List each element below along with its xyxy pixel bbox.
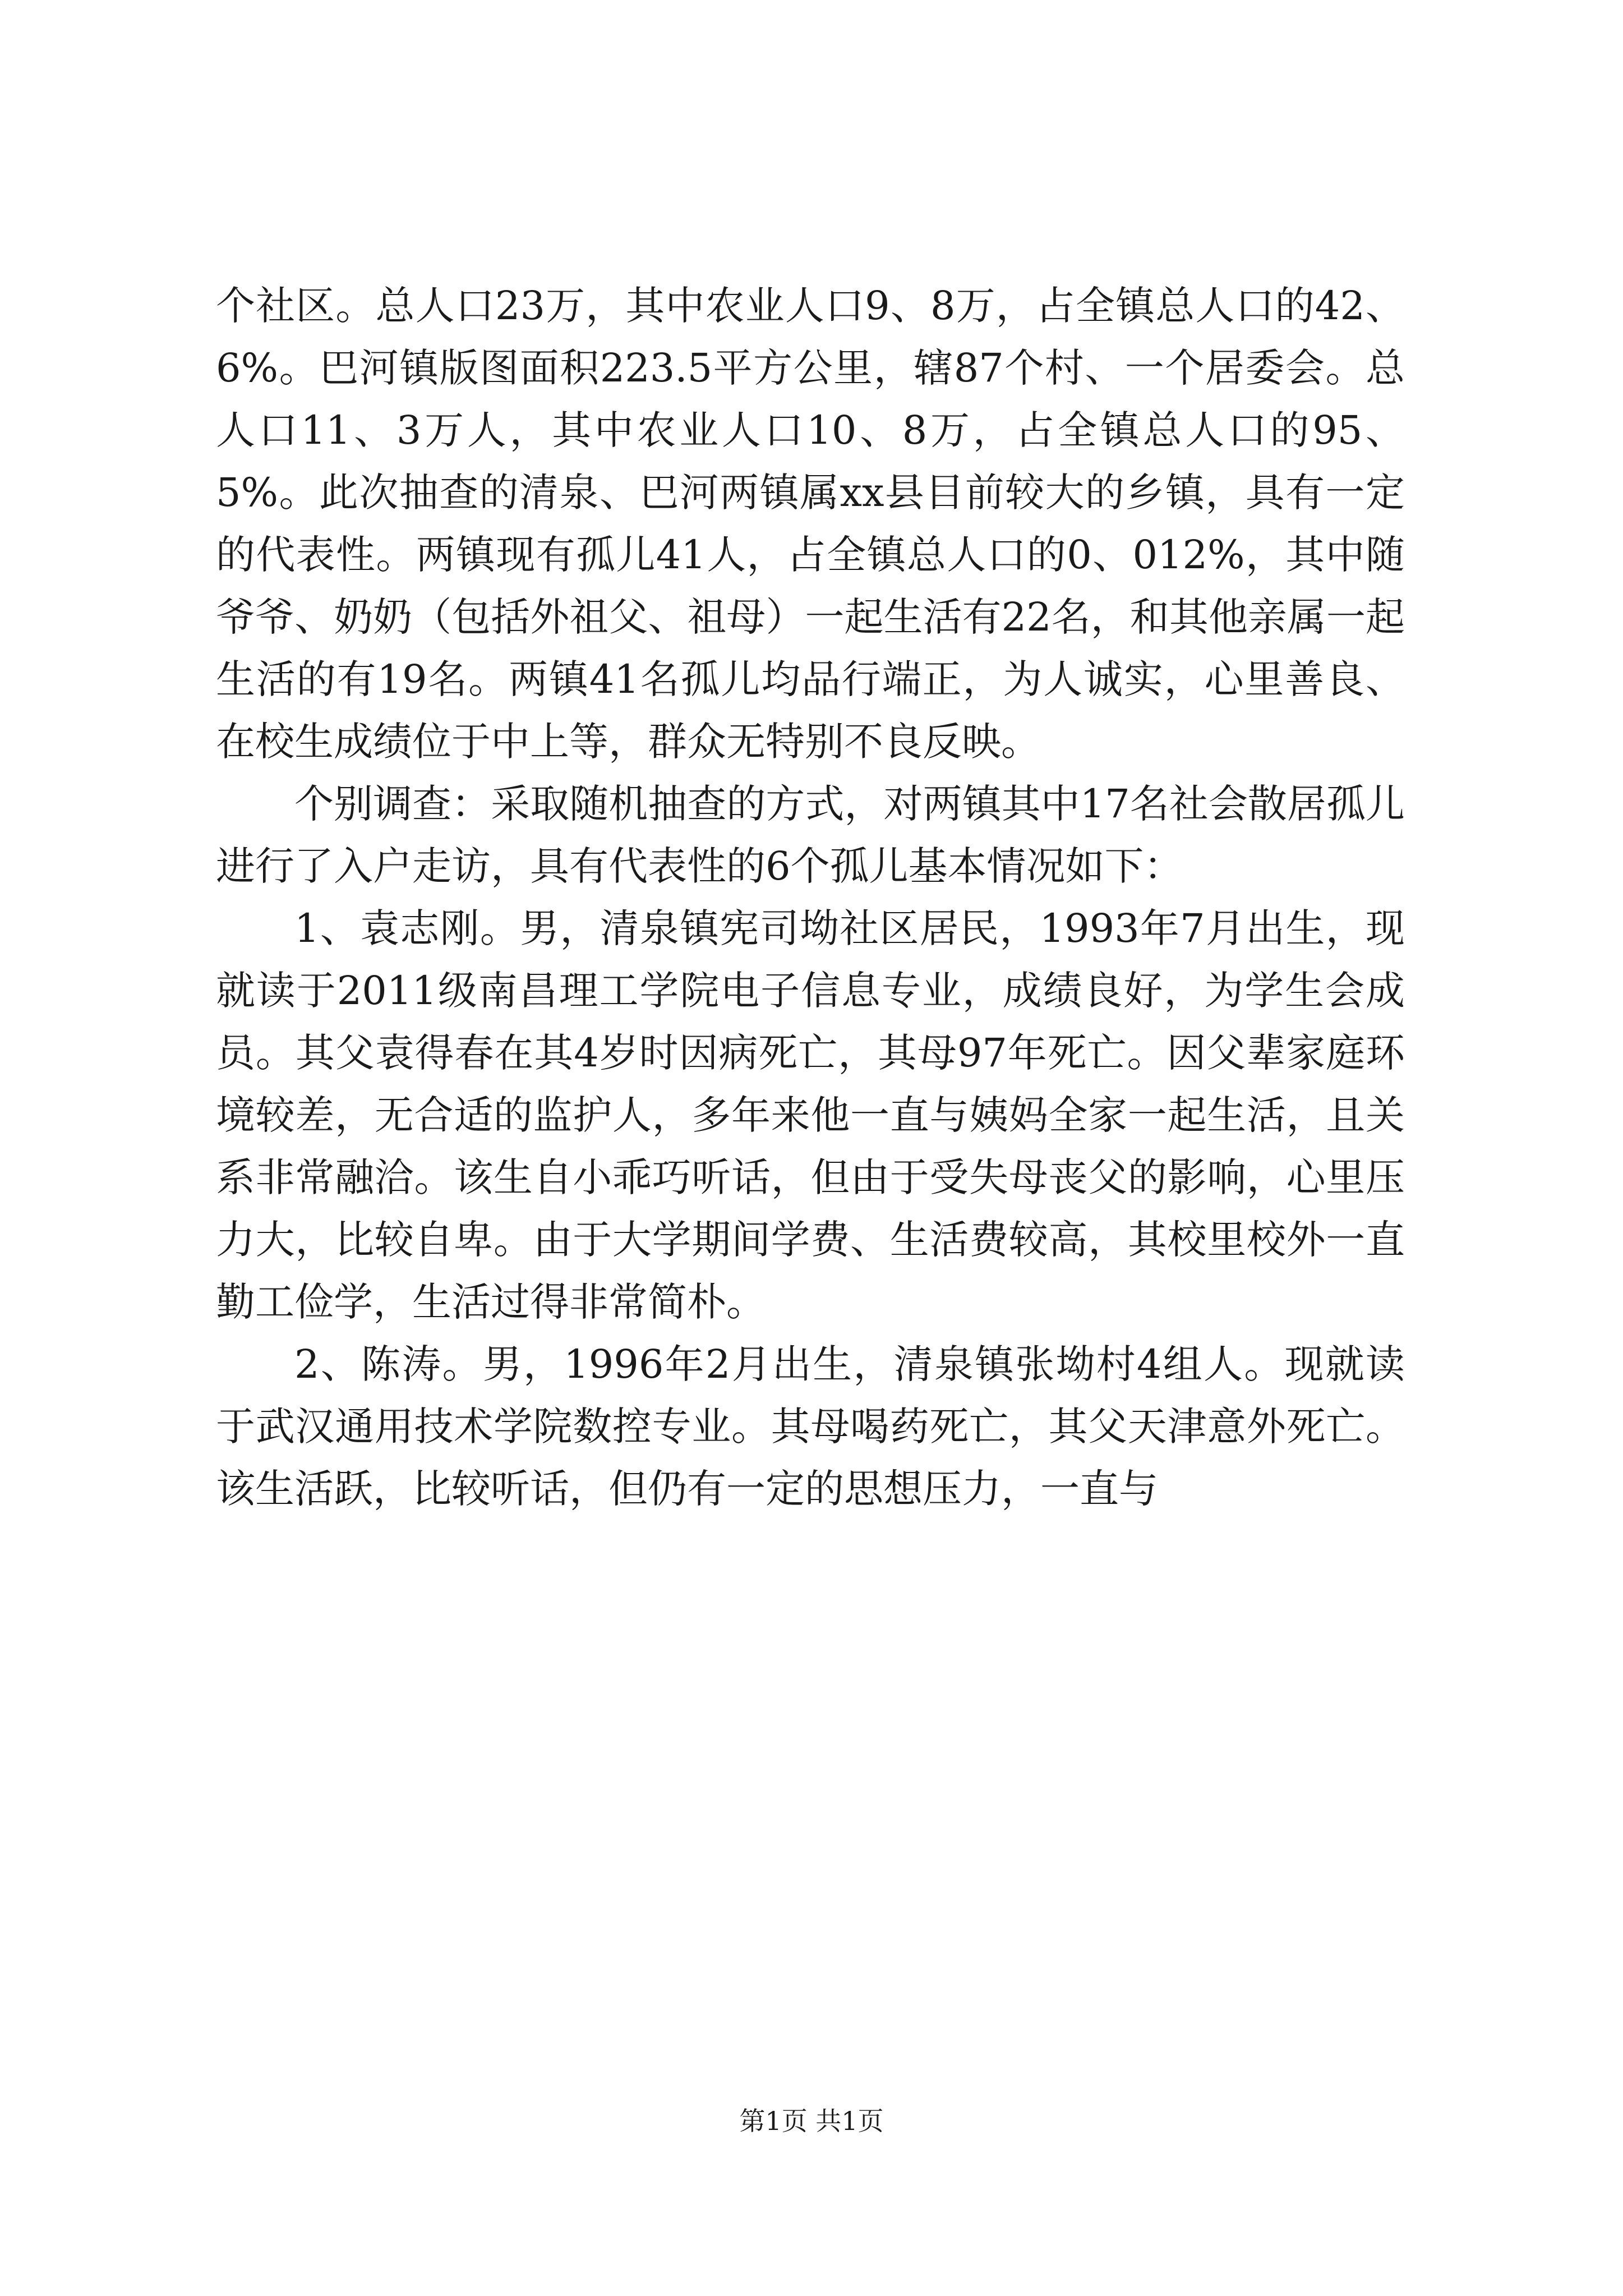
- paragraph-population-overview: 个社区。总人口23万，其中农业人口9、8万，占全镇总人口的42、6%。巴河镇版图面积223.5平方公里，辖87个村、一个居委会。总人口11、3万人，其中农业人口10、8万，占全镇总人口的95、5%。此次抽查的清泉、巴河两镇属xx县目前较大的乡镇，具有一定的代表性。两镇现有孤儿41人，占全镇总人口的0、012%，其中随爷爷、奶奶（包括外祖父、祖母）一起生活有22名，和其他亲属一起生活的有19名。两镇41名孤儿均品行端正，为人诚实，心里善良、在校生成绩位于中上等，群众无特别不良反映。: [216, 283, 1405, 765]
- page-footer: 第1页 共1页: [739, 2106, 884, 2136]
- paragraph-individual-survey: 个别调查：采取随机抽查的方式，对两镇其中17名社会散居孤儿进行了入户走访，具有代表性的6个孤儿基本情况如下：: [216, 781, 1405, 889]
- document-body: [216, 275, 1405, 1520]
- paragraph-case-2: 2、陈涛。男，1996年2月出生，清泉镇张坳村4组人。现就读于武汉通用技术学院数控专业。其母喝药死亡，其父天津意外死亡。该生活跃，比较听话，但仍有一定的思想压力，一直与: [216, 1341, 1405, 1512]
- paragraph-case-1: 1、袁志刚。男，清泉镇宪司坳社区居民，1993年7月出生，现就读于2011级南昌理工学院电子信息专业，成绩良好，为学生会成员。其父袁得春在其4岁时因病死亡，其母97年死亡。因父辈家庭环境较差，无合适的监护人，多年来他一直与姨妈全家一起生活，且关系非常融洽。该生自小乖巧听话，但由于受失母丧父的影响，心里压力大，比较自卑。由于大学期间学费、生活费较高，其校里校外一直勤工俭学，生活过得非常简朴。: [216, 905, 1405, 1325]
